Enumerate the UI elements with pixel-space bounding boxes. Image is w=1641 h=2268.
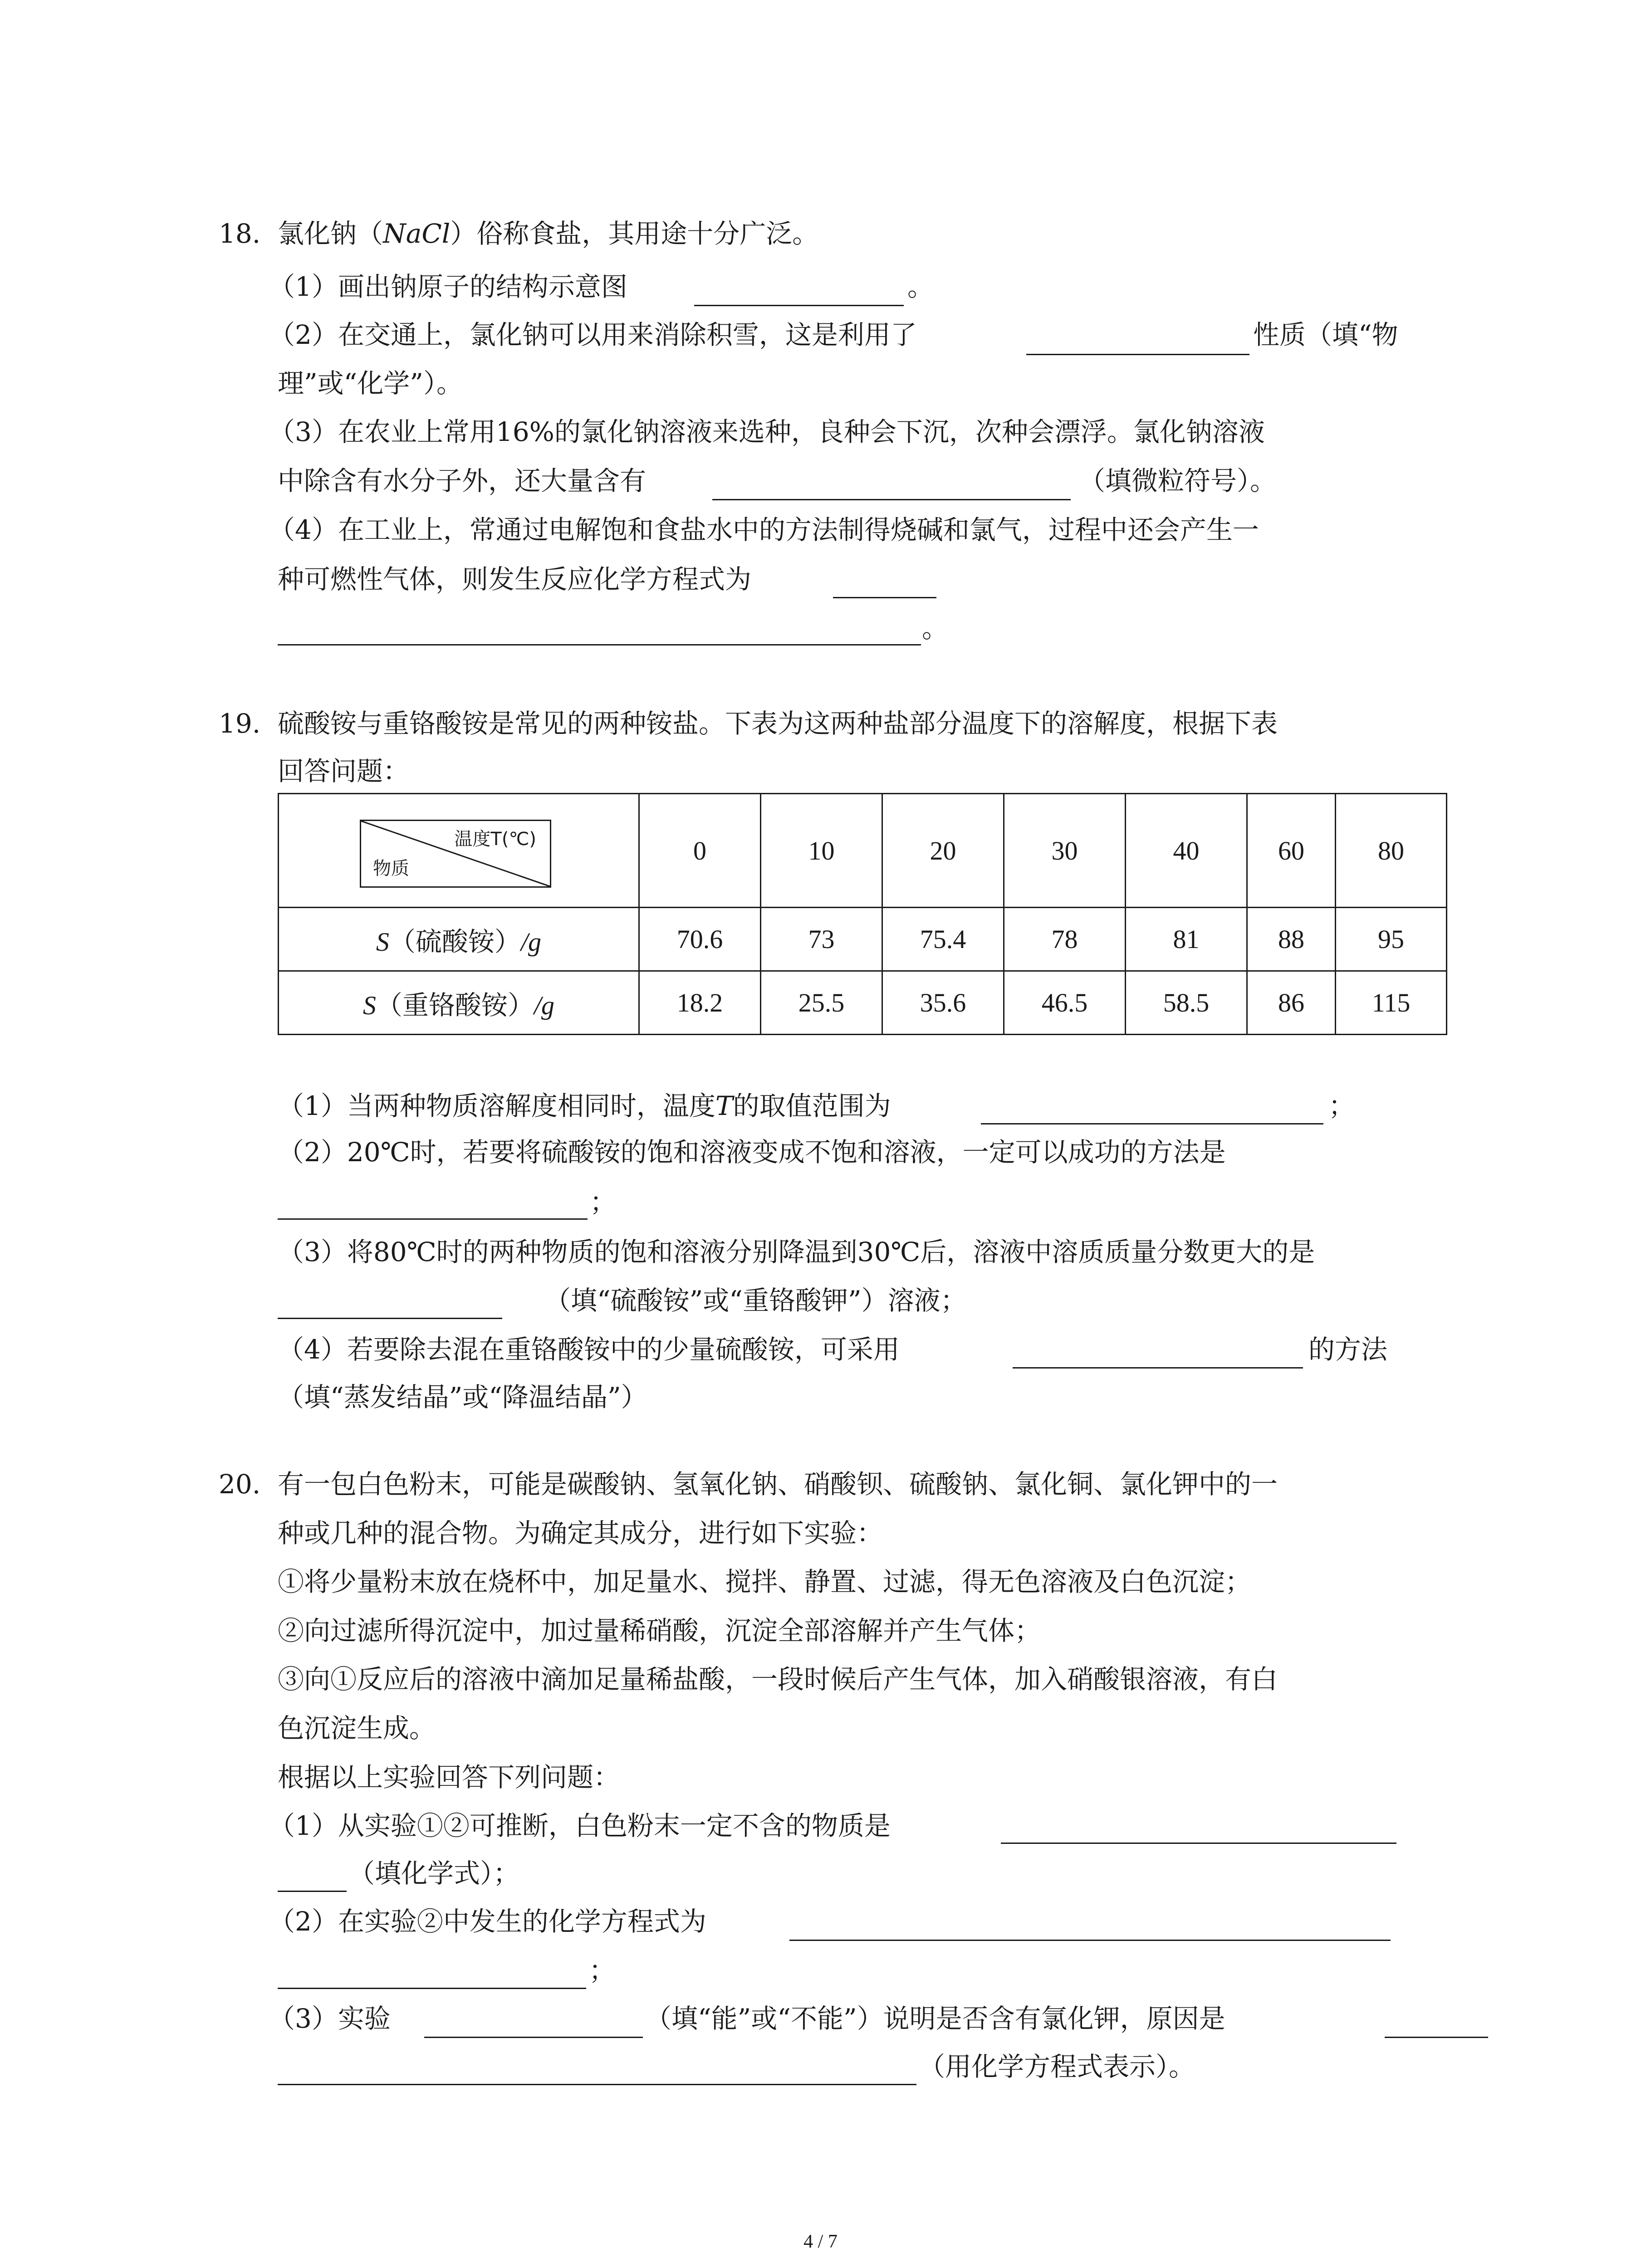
row-label [279,908,639,971]
table-cell: 70.6 [639,908,761,971]
q19-p4-text: （4）若要除去混在重铬酸铵中的少量硫酸铵，可采用 [278,1334,900,1365]
table-cell: 78 [1004,908,1126,971]
q20-p3-blank-a[interactable] [424,2037,643,2038]
q18-p2-end: 性质（填“物 [1253,319,1398,350]
header-temp: 0 [639,794,761,908]
table-cell: 25.5 [761,971,882,1035]
header-temp: 60 [1247,794,1336,908]
q19-p4-cont: （填“蒸发结晶”或“降温结晶”） [278,1382,647,1413]
q19-p2-end: ； [590,1187,617,1217]
q18-p3-line2: 中除含有水分子外，还大量含有 [278,465,647,496]
q18-p4-blank-b[interactable] [278,644,921,645]
q18-stem [278,215,818,252]
table-header-row [279,794,1447,908]
q19-p1-text: （1）当两种物质溶解度相同时，温度 [278,1090,715,1121]
row-label-symbol: S [362,990,376,1020]
q19-p3-text: （3）将80℃时的两种物质的饱和溶液分别降温到30℃后，溶液中溶质质量分数更大的是 [278,1237,1315,1267]
table-cell: 18.2 [639,971,761,1035]
header-temp: 20 [882,794,1004,908]
header-temp: 10 [761,794,882,908]
table-cell: 81 [1126,908,1247,971]
q20-stem-line2: 种或几种的混合物。为确定其成分，进行如下实验： [278,1518,883,1549]
table-cell: 75.4 [882,908,1004,971]
q19-p1-end: ； [1328,1090,1355,1121]
row-label-symbol: S [376,927,389,957]
solubility-table [278,793,1447,1035]
q18-stem-b: ）俗称食盐，其用途十分广泛。 [450,218,819,249]
table-cell: 73 [761,908,882,971]
page-number: 4 / 7 [803,2231,838,2252]
q20-experiment-2: ②向过滤所得沉淀中，加过量稀硝酸，沉淀全部溶解并产生气体； [278,1615,1041,1646]
q20-p1-text: （1）从实验①②可推断，白色粉末一定不含的物质是 [269,1810,891,1841]
q20-experiment-1: ①将少量粉末放在烧杯中，加足量水、搅拌、静置、过滤，得无色溶液及白色沉淀； [278,1566,1252,1597]
q18-p3-end: （填微粒符号）。 [1079,465,1277,496]
q19-p3-blank[interactable] [278,1318,502,1319]
q18-p3-blank[interactable] [712,499,1071,500]
header-temp: 40 [1126,794,1247,908]
q18-p4-end: 。 [922,613,949,644]
q20-p3-blank-c[interactable] [278,2084,916,2085]
q18-p1-blank[interactable] [694,305,904,306]
row-label-unit: /g [520,927,542,957]
q19-p1-text-b: 的取值范围为 [733,1090,891,1121]
table-row-ammonium-dichromate [279,971,1447,1035]
q19-p2-text: （2）20℃时，若要将硫酸铵的饱和溶液变成不饱和溶液，一定可以成功的方法是 [278,1137,1226,1168]
q19-number: 19. [219,708,261,739]
q18-p2-cont: 理”或“化学”）。 [278,368,463,399]
q18-formula: NaCl [383,218,451,249]
table-cell: 35.6 [882,971,1004,1035]
q19-p4-end: 的方法 [1308,1334,1388,1365]
q20-experiment-3: ③向①反应后的溶液中滴加足量稀盐酸，一段时候后产生气体，加入硝酸银溶液，有白 [278,1664,1278,1695]
q20-p1-end: （填化学式）； [348,1858,520,1889]
q20-number: 20. [219,1469,261,1500]
table-cell: 115 [1336,971,1447,1035]
row-label-substance: （硫酸铵） [389,926,521,957]
q20-p3-end: （用化学方程式表示）。 [919,2051,1195,2082]
table-cell: 58.5 [1126,971,1247,1035]
q19-p1 [278,1088,891,1124]
q19-p4-blank[interactable] [1013,1367,1303,1369]
q20-p3-blank-b[interactable] [1385,2037,1488,2038]
q18-p2-text: （2）在交通上，氯化钠可以用来消除积雪，这是利用了 [269,319,917,350]
q20-stem-line1: 有一包白色粉末，可能是碳酸钠、氢氧化钠、硝酸钡、硫酸钠、氯化铜、氯化钾中的一 [278,1469,1278,1500]
table-cell: 46.5 [1004,971,1126,1035]
q19-p1-blank[interactable] [981,1123,1323,1124]
q19-stem-line1: 硫酸铵与重铬酸铵是常见的两种铵盐。下表为这两种盐部分温度下的溶解度，根据下表 [278,708,1278,739]
q19-p2-blank[interactable] [278,1218,588,1220]
q19-p3-end: （填“硫酸铵”或“重铬酸钾”）溶液； [544,1285,967,1316]
q18-p4-blank-a[interactable] [833,597,936,598]
q20-p1-blank-b[interactable] [278,1891,347,1892]
q19-stem-line2: 回答问题： [278,756,410,787]
corner-substance-label: 物质 [373,858,409,879]
q18-stem-a: 氯化钠（ [278,218,383,249]
table-cell: 95 [1336,908,1447,971]
q20-p3-text-b: （填“能”或“不能”）说明是否含有氯化钾，原因是 [645,2003,1225,2034]
q20-p2-blank-a[interactable] [789,1940,1391,1941]
table-cell: 88 [1247,908,1336,971]
row-label-substance: （重铬酸铵） [376,989,534,1021]
table-row-ammonium-sulfate [279,908,1447,971]
header-temp: 80 [1336,794,1447,908]
q18-p4-line2: 种可燃性气体，则发生反应化学方程式为 [278,564,752,595]
row-label-unit: /g [534,990,555,1020]
q18-p1-text: （1）画出钠原子的结构示意图 [269,271,627,302]
q20-p2-end: ； [589,1955,616,1986]
row-label [279,971,639,1035]
table-cell: 86 [1247,971,1336,1035]
q20-p1-blank-a[interactable] [1001,1843,1396,1844]
q20-p3-text: （3）实验 [269,2003,391,2034]
corner-temperature-label: 温度T(℃) [454,829,536,850]
q20-intro: 根据以上实验回答下列问题： [278,1762,620,1793]
q18-p2-blank[interactable] [1026,354,1249,355]
q18-p4-line1: （4）在工业上，常通过电解饱和食盐水中的方法制得烧碱和氯气，过程中还会产生一 [269,514,1259,545]
q20-experiment-3-cont: 色沉淀生成。 [278,1713,436,1744]
corner-diagonal-box [360,820,551,888]
q18-number: 18. [219,218,261,249]
header-temp: 30 [1004,794,1126,908]
q20-p2-text: （2）在实验②中发生的化学方程式为 [269,1906,706,1937]
q20-p2-blank-b[interactable] [278,1988,586,1989]
q18-p3-line1: （3）在农业上常用16%的氯化钠溶液来选种，良种会下沉，次种会漂浮。氯化钠溶液 [269,416,1265,447]
q18-p1-end: 。 [907,271,934,302]
q19-p1-variable: T [715,1090,733,1121]
table-corner-cell [279,794,639,908]
